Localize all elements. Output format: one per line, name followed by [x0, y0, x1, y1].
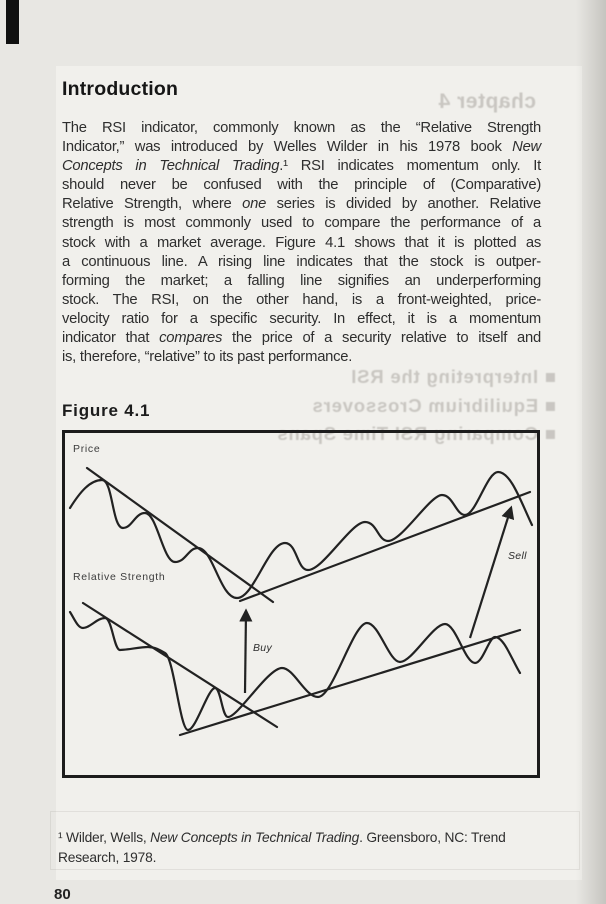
- body-line: indicator that compares the price of a security relative to itself and: [62, 330, 541, 347]
- footnote-text: ¹ Wilder, Wells,: [58, 830, 151, 845]
- figure-chart: [62, 430, 540, 778]
- footnote-text-post: . Greensboro, NC: Trend: [359, 830, 506, 845]
- section-title: Introduction: [62, 78, 179, 100]
- body-line: a continuous line. A rising line indicates that the stock is outper-: [62, 253, 541, 270]
- footnote-line-2: Research, 1978.: [58, 849, 157, 865]
- body-line: stock with a market average. Figure 4.1 shows that it is plotted as: [62, 234, 541, 251]
- scan-registration-mark: [6, 0, 19, 44]
- figure-border: [64, 432, 539, 777]
- price-series-label: Price: [73, 443, 101, 455]
- bleed-through-item: ■ Interpreting the RSI: [350, 366, 556, 387]
- page-edge-shadow: [576, 0, 606, 904]
- body-line: should never be confused with the principle of (Comparative): [62, 177, 541, 194]
- sell-arrow: [470, 508, 511, 638]
- bleed-through-item: ■ Equilibrium Crossovers: [311, 395, 556, 416]
- body-line: forming the market; a falling line signifies an underperforming: [62, 272, 541, 289]
- footnote-line-1: [58, 828, 550, 848]
- body-line: Indicator,” was introduced by Welles Wilder in his 1978 book New: [62, 139, 541, 156]
- relative-strength-series-label: Relative Strength: [73, 571, 166, 583]
- body-line: Concepts in Technical Trading.¹ RSI indicates momentum only. It: [62, 158, 541, 175]
- body-line: stock. The RSI, on the other hand, is a front-weighted, price-: [62, 291, 541, 308]
- body-line: strength is most commonly used to compare the performance of a: [62, 215, 541, 232]
- buy-arrow: [245, 611, 246, 693]
- body-line: The RSI indicator, commonly known as the “Relative Strength: [62, 120, 541, 136]
- body-paragraph: [62, 119, 541, 367]
- body-line: is, therefore, “relative” to its past performance.: [62, 349, 353, 366]
- page-number: 80: [54, 886, 71, 903]
- body-line: Relative Strength, where one series is divided by another. Relative: [62, 196, 542, 213]
- footnote: [58, 828, 550, 867]
- buy-annotation: Buy: [253, 642, 272, 654]
- body-line: velocity ratio for a specific security. In effect, it is a momentum: [62, 310, 541, 327]
- sell-annotation: Sell: [508, 550, 527, 562]
- figure-4-1: [62, 430, 540, 778]
- bleed-through-chapter-heading: chapter 4: [438, 90, 536, 113]
- footnote-book-title: New Concepts in Technical Trading: [150, 830, 360, 845]
- bleed-through-item: ■ Comparing RSI Time Spans: [276, 423, 556, 444]
- figure-caption: Figure 4.1: [62, 401, 151, 420]
- relative-strength-line: [70, 612, 520, 730]
